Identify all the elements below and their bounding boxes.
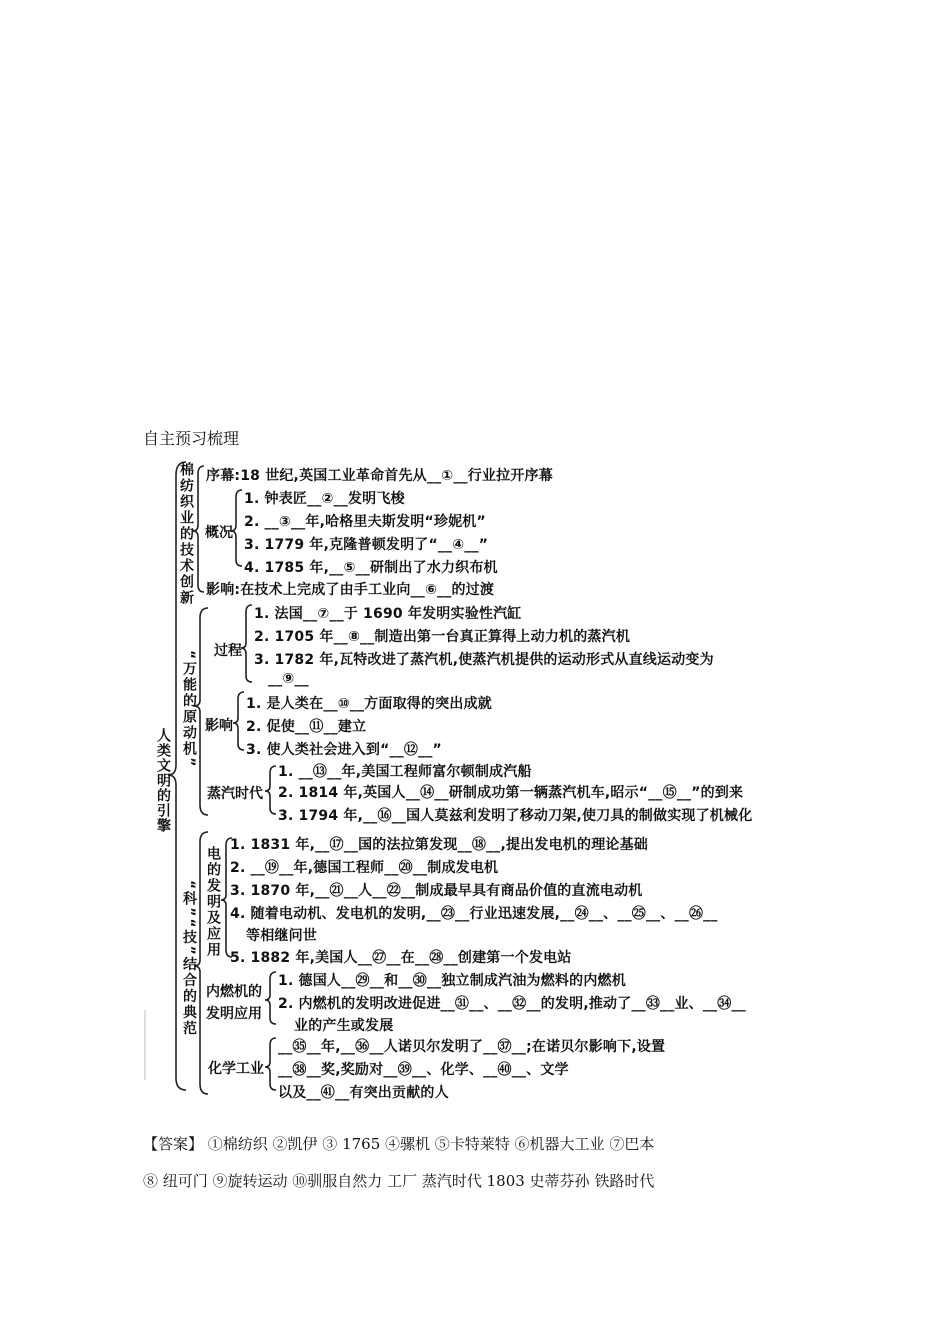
sec3-ice-label-1: 内燃机的 (206, 984, 262, 1000)
answers-line-1: 【答案】 ①棉纺织 ②凯伊 ③ 1765 ④骡机 ⑤卡特莱特 ⑥机器大工业 ⑦巴本 (143, 1135, 655, 1153)
sec1-overview-label: 概况 (205, 525, 233, 541)
sec2-era-1: 1. __⑬__年,美国工程师富尔顿制成汽船 (278, 764, 532, 780)
sec2-era-3: 3. 1794 年,__⑯__国人莫兹利发明了移动刀架,使刀具的制做实现了机械化 (278, 808, 753, 824)
sec3-electric-2: 2. __⑲__年,德国工程师__⑳__制成发电机 (230, 860, 499, 876)
sec3-electric-3: 3. 1870 年,__㉑__人__㉒__制成最早具有商品价值的直流电动机 (230, 883, 643, 899)
sec2-process-2: 2. 1705 年__⑧__制造出第一台真正算得上动力机的蒸汽机 (254, 629, 631, 645)
sec3-label (180, 880, 198, 1037)
sec1-influence: 影响:在技术上完成了由手工业向__⑥__的过渡 (206, 582, 495, 598)
sec1-prelude: 序幕:18 世纪,英国工业革命首先从__①__行业拉开序幕 (206, 468, 553, 484)
sec2-process-1: 1. 法国__⑦__于 1690 年发明实验性汽缸 (254, 606, 522, 622)
sec3-electric-5: 5. 1882 年,美国人__㉗__在__㉘__创建第一个发电站 (230, 950, 572, 966)
sec3-electric-4b: 等相继问世 (246, 928, 317, 944)
sec3-electric-label (204, 846, 222, 958)
sec1-item-2: 2. __③__年,哈格里夫斯发明“珍妮机” (244, 514, 486, 530)
sec3-label-text: “科”“技”结合的典范 (181, 880, 197, 1037)
sec1-item-3: 3. 1779 年,克隆普顿发明了“__④__” (244, 537, 489, 553)
sec3-chem-3: 以及__㊶__有突出贡献的人 (278, 1085, 449, 1101)
section-heading: 自主预习梳理 (143, 429, 240, 448)
sec3-electric-4: 4. 随着电动机、发电机的发明,__㉓__行业迅速发展,__㉔__、__㉕__、__㉖__ (230, 906, 718, 922)
sec2-influence-label: 影响 (205, 718, 233, 734)
sec3-chem-2: __㊳__奖,奖励对__㊴__、化学、__㊵__、文学 (278, 1062, 569, 1078)
root-label (154, 728, 172, 833)
sec3-electric-1: 1. 1831 年,__⑰__国的法拉第发现__⑱__,提出发电机的理论基础 (230, 837, 649, 853)
root-label-text: 人类文明的引擎 (155, 728, 171, 833)
sec2-process-3b: __⑨__ (268, 671, 309, 687)
sec3-electric-label-text: 电的发明及应用 (205, 846, 221, 958)
sec2-era-label: 蒸汽时代 (207, 786, 263, 802)
sec2-label (180, 650, 198, 768)
sec1-label-text: 棉纺织业的技术创新 (178, 462, 194, 606)
sec2-influence-1: 1. 是人类在__⑩__方面取得的突出成就 (246, 696, 492, 712)
answers-line-2: ⑧ 纽可门 ⑨旋转运动 ⑩驯服自然力 工厂 蒸汽时代 1803 史蒂芬孙 铁路时代 (143, 1172, 655, 1190)
sec1-label (177, 462, 195, 606)
sec1-item-4: 4. 1785 年,__⑤__研制出了水力织布机 (244, 560, 498, 576)
sec3-ice-label-2: 发明应用 (206, 1006, 262, 1022)
sec1-item-1: 1. 钟表匠__②__发明飞梭 (244, 491, 405, 507)
sec2-process-3: 3. 1782 年,瓦特改进了蒸汽机,使蒸汽机提供的运动形式从直线运动变为 (254, 652, 714, 668)
sec3-chem-1: __㉟__年,__㊱__人诺贝尔发明了__㊲__;在诺贝尔影响下,设置 (278, 1039, 666, 1055)
sec2-influence-3: 3. 使人类社会进入到“__⑫__” (246, 742, 442, 758)
sec3-ice-2: 2. 内燃机的发明改进促进__㉛__、__㉜__的发明,推动了__㉝__业、__㉞__ (278, 996, 746, 1012)
sec3-ice-1: 1. 德国人__㉙__和__㉚__独立制成汽油为燃料的内燃机 (278, 973, 626, 989)
sec3-ice-2b: 业的产生或发展 (294, 1018, 394, 1034)
sec2-era-2: 2. 1814 年,英国人__⑭__研制成功第一辆蒸汽机车,昭示“__⑮__”的到来 (278, 785, 744, 801)
sec2-influence-2: 2. 促使__⑪__建立 (246, 719, 367, 735)
sec3-chem-label: 化学工业 (208, 1061, 264, 1077)
sec2-process-label: 过程 (214, 643, 242, 659)
sec2-label-text: “万能的原动机” (181, 650, 197, 769)
